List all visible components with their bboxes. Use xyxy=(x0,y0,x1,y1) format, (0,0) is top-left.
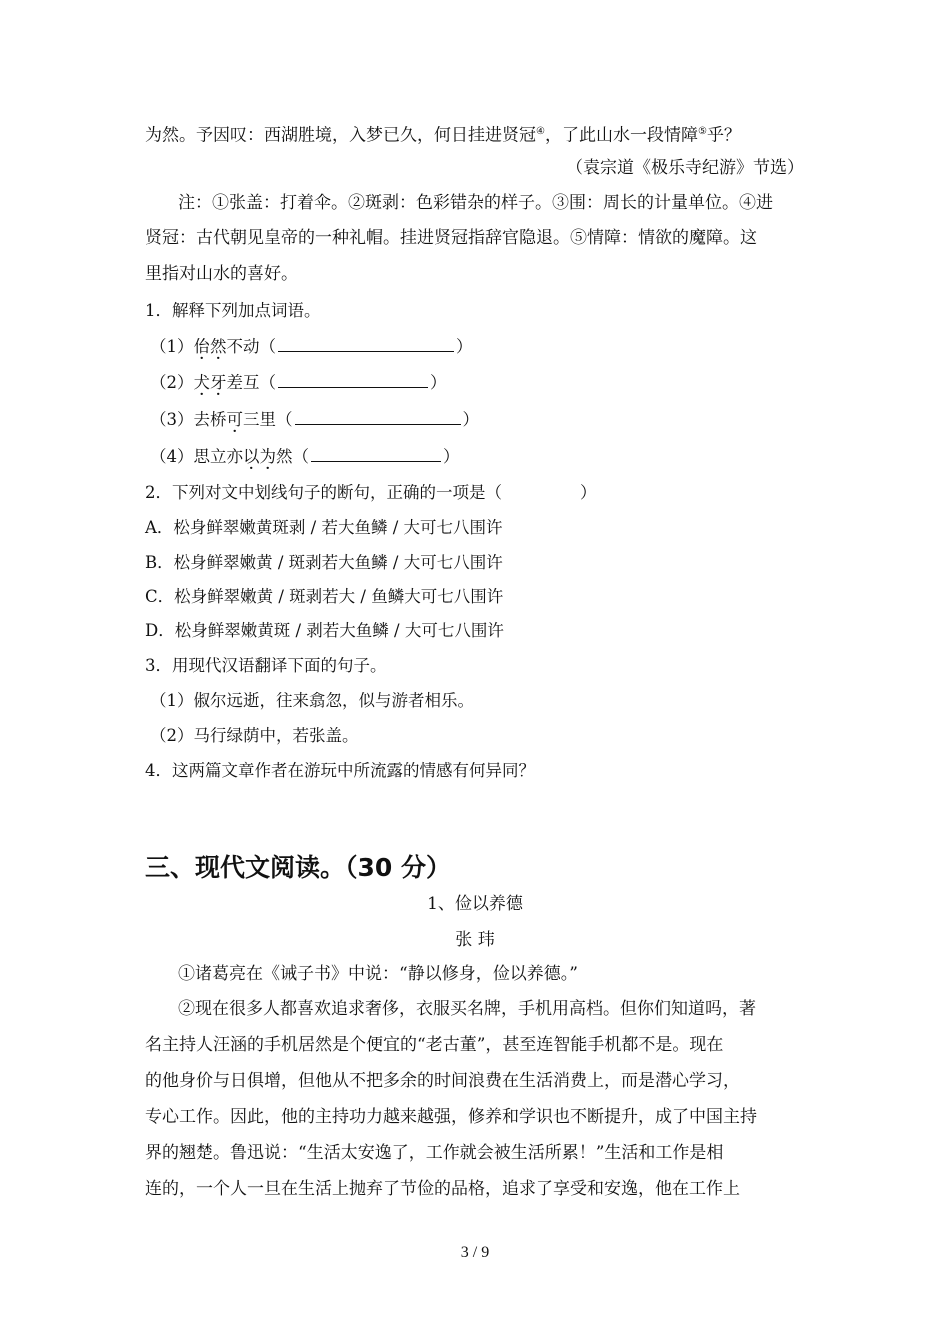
paragraph-2-line: 名主持人汪涵的手机居然是个便宜的“老古董”，甚至连智能手机都不是。现在 xyxy=(145,1035,724,1055)
q3-title: 3．用现代汉语翻译下面的句子。 xyxy=(145,656,387,675)
q1-item-3: （3）去桥可三里（ ） xyxy=(150,410,479,429)
q3-item-2: （2）马行绿荫中，若张盖。 xyxy=(150,726,359,745)
q1-title: 1．解释下列加点词语。 xyxy=(145,301,321,320)
article-title: 1、俭以养德 xyxy=(427,894,523,914)
q3-item-1: （1）俶尔远逝，往来翕忽，似与游者相乐。 xyxy=(150,691,474,710)
dotted-char: 佁 xyxy=(193,337,210,356)
q1-item-1: （1）佁然不动（ ） xyxy=(150,337,473,356)
paragraph-2-line: ②现在很多人都喜欢追求奢侈，衣服买名牌，手机用高档。但你们知道吗，著 xyxy=(178,999,756,1019)
passage-source: （袁宗道《极乐寺纪游》节选） xyxy=(566,158,804,178)
notes-line-2: 贤冠：古代朝见皇帝的一种礼帽。挂进贤冠指辞官隐退。⑤情障：情欲的魔障。这 xyxy=(145,228,757,248)
q2-option-d: D．松身鲜翠嫩黄斑 / 剥若大鱼鳞 / 大可七八围许 xyxy=(145,621,504,640)
q2-option-a: A．松身鲜翠嫩黄斑剥 / 若大鱼鳞 / 大可七八围许 xyxy=(145,518,503,537)
dotted-char: 可 xyxy=(226,410,243,429)
paragraph-1: ①诸葛亮在《诫子书》中说：“静以修身，俭以养德。” xyxy=(178,964,578,984)
answer-blank[interactable] xyxy=(295,408,461,425)
dotted-char: 为 xyxy=(259,447,276,466)
paragraph-2-line: 连的，一个人一旦在生活上抛弃了节俭的品格，追求了享受和安逸，他在工作上 xyxy=(145,1179,740,1199)
q2-option-c: C．松身鲜翠嫩黄 / 斑剥若大 / 鱼鳞大可七八围许 xyxy=(145,587,504,606)
page-number: 3 / 9 xyxy=(460,1244,490,1261)
q2-title: 2．下列对文中划线句子的断句，正确的一项是（ ） xyxy=(145,483,597,502)
notes-line-1: 注：①张盖：打着伞。②斑剥：色彩错杂的样子。③围：周长的计量单位。④进 xyxy=(178,193,773,213)
notes-line-3: 里指对山水的喜好。 xyxy=(145,264,298,284)
passage-end-line: 为然。予因叹：西湖胜境，入梦已久，何日挂进贤冠④，了此山水一段情障⑤乎？ xyxy=(145,125,741,146)
article-author: 张 玮 xyxy=(455,930,495,950)
dotted-char: 犬 xyxy=(193,373,210,392)
paragraph-2-line: 专心工作。因此，他的主持功力越来越强，修养和学识也不断提升，成了中国主持 xyxy=(145,1107,757,1127)
answer-blank[interactable] xyxy=(278,371,428,388)
q4-title: 4．这两篇文章作者在游玩中所流露的情感有何异同？ xyxy=(145,761,535,780)
q1-item-2: （2）犬牙差互（ ） xyxy=(150,373,447,392)
answer-blank[interactable] xyxy=(311,445,441,462)
section-heading: 三、现代文阅读。（30 分） xyxy=(145,853,451,882)
dotted-char: 牙 xyxy=(210,373,227,392)
q2-option-b: B．松身鲜翠嫩黄 / 斑剥若大鱼鳞 / 大可七八围许 xyxy=(145,553,503,572)
footnote-marker-4: ④ xyxy=(536,126,545,137)
q1-item-4: （4）思立亦以为然（ ） xyxy=(150,447,460,466)
paragraph-2-line: 界的翘楚。鲁迅说：“生活太安逸了，工作就会被生活所累！”生活和工作是相 xyxy=(145,1143,724,1163)
answer-blank[interactable] xyxy=(278,335,454,352)
dotted-char: 以 xyxy=(243,447,260,466)
paragraph-2-line: 的他身价与日俱增，但他从不把多余的时间浪费在生活消费上，而是潜心学习， xyxy=(145,1071,740,1091)
footnote-marker-5: ⑤ xyxy=(697,126,707,137)
dotted-char: 然 xyxy=(210,337,227,356)
